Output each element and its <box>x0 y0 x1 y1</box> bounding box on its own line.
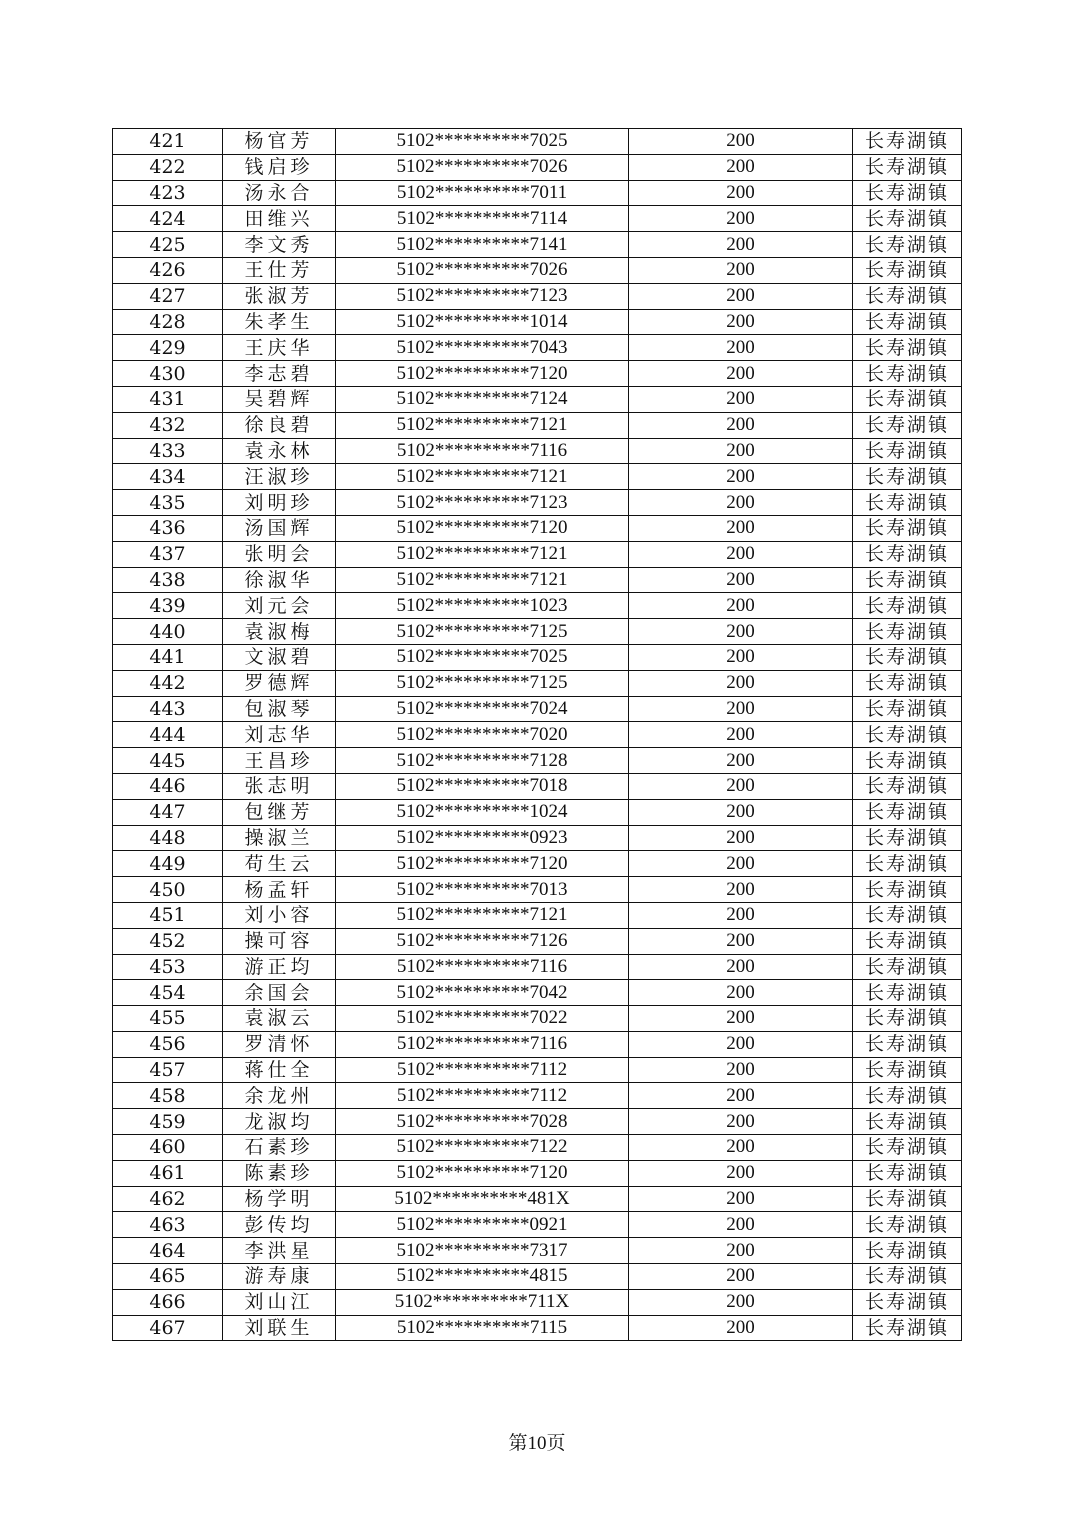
town-cell: 长寿湖镇 <box>853 1083 962 1109</box>
table-row <box>113 361 962 387</box>
table-row <box>113 1057 962 1083</box>
amount-cell: 200 <box>629 1135 853 1161</box>
town-cell: 长寿湖镇 <box>853 1289 962 1315</box>
person-name-cell: 田维兴 <box>223 206 336 232</box>
id-number-cell: 5102**********7112 <box>336 1057 629 1083</box>
person-name-cell: 石素珍 <box>223 1135 336 1161</box>
amount-cell: 200 <box>629 335 853 361</box>
row-number-cell: 443 <box>113 696 223 722</box>
id-number-cell: 5102**********7112 <box>336 1083 629 1109</box>
row-number-cell: 442 <box>113 670 223 696</box>
amount-cell: 200 <box>629 722 853 748</box>
person-name-cell: 李洪星 <box>223 1238 336 1264</box>
table-row <box>113 1289 962 1315</box>
id-number-cell: 5102**********7028 <box>336 1109 629 1135</box>
table-row <box>113 722 962 748</box>
id-number-cell: 5102**********4815 <box>336 1264 629 1290</box>
person-name-cell: 汪淑珍 <box>223 464 336 490</box>
town-cell: 长寿湖镇 <box>853 696 962 722</box>
table-row <box>113 1109 962 1135</box>
row-number-cell: 440 <box>113 619 223 645</box>
table-row <box>113 129 962 155</box>
town-cell: 长寿湖镇 <box>853 1160 962 1186</box>
table-row <box>113 902 962 928</box>
id-number-cell: 5102**********7120 <box>336 361 629 387</box>
person-name-cell: 陈素珍 <box>223 1160 336 1186</box>
town-cell: 长寿湖镇 <box>853 257 962 283</box>
row-number-cell: 447 <box>113 799 223 825</box>
town-cell: 长寿湖镇 <box>853 980 962 1006</box>
row-number-cell: 431 <box>113 386 223 412</box>
row-number-cell: 463 <box>113 1212 223 1238</box>
amount-cell: 200 <box>629 1289 853 1315</box>
town-cell: 长寿湖镇 <box>853 1238 962 1264</box>
row-number-cell: 455 <box>113 1006 223 1032</box>
table-row <box>113 464 962 490</box>
person-name-cell: 杨官芳 <box>223 129 336 155</box>
row-number-cell: 454 <box>113 980 223 1006</box>
id-number-cell: 5102**********1023 <box>336 593 629 619</box>
table-row <box>113 644 962 670</box>
amount-cell: 200 <box>629 670 853 696</box>
town-cell: 长寿湖镇 <box>853 928 962 954</box>
town-cell: 长寿湖镇 <box>853 1057 962 1083</box>
amount-cell: 200 <box>629 567 853 593</box>
table-body <box>113 129 962 1341</box>
town-cell: 长寿湖镇 <box>853 541 962 567</box>
row-number-cell: 457 <box>113 1057 223 1083</box>
id-number-cell: 5102**********7022 <box>336 1006 629 1032</box>
table-row <box>113 490 962 516</box>
person-name-cell: 吴碧辉 <box>223 386 336 412</box>
person-name-cell: 汤国辉 <box>223 515 336 541</box>
id-number-cell: 5102**********7122 <box>336 1135 629 1161</box>
town-cell: 长寿湖镇 <box>853 1212 962 1238</box>
amount-cell: 200 <box>629 180 853 206</box>
town-cell: 长寿湖镇 <box>853 619 962 645</box>
amount-cell: 200 <box>629 283 853 309</box>
row-number-cell: 428 <box>113 309 223 335</box>
row-number-cell: 429 <box>113 335 223 361</box>
town-cell: 长寿湖镇 <box>853 1264 962 1290</box>
person-name-cell: 包继芳 <box>223 799 336 825</box>
id-number-cell: 5102**********7121 <box>336 464 629 490</box>
id-number-cell: 5102**********7011 <box>336 180 629 206</box>
person-name-cell: 罗清怀 <box>223 1031 336 1057</box>
town-cell: 长寿湖镇 <box>853 361 962 387</box>
id-number-cell: 5102**********0923 <box>336 825 629 851</box>
town-cell: 长寿湖镇 <box>853 567 962 593</box>
amount-cell: 200 <box>629 1160 853 1186</box>
amount-cell: 200 <box>629 980 853 1006</box>
id-number-cell: 5102**********7121 <box>336 541 629 567</box>
table-row <box>113 412 962 438</box>
table-row <box>113 335 962 361</box>
person-name-cell: 杨孟轩 <box>223 877 336 903</box>
id-number-cell: 5102**********7026 <box>336 257 629 283</box>
town-cell: 长寿湖镇 <box>853 670 962 696</box>
amount-cell: 200 <box>629 386 853 412</box>
amount-cell: 200 <box>629 515 853 541</box>
person-name-cell: 袁淑云 <box>223 1006 336 1032</box>
town-cell: 长寿湖镇 <box>853 1109 962 1135</box>
person-name-cell: 龙淑均 <box>223 1109 336 1135</box>
id-number-cell: 5102**********7025 <box>336 644 629 670</box>
table-row <box>113 567 962 593</box>
row-number-cell: 433 <box>113 438 223 464</box>
row-number-cell: 453 <box>113 954 223 980</box>
amount-cell: 200 <box>629 696 853 722</box>
id-number-cell: 5102**********7120 <box>336 515 629 541</box>
person-name-cell: 张志明 <box>223 773 336 799</box>
id-number-cell: 5102**********711X <box>336 1289 629 1315</box>
table-row <box>113 1264 962 1290</box>
id-number-cell: 5102**********7123 <box>336 283 629 309</box>
id-number-cell: 5102**********7025 <box>336 129 629 155</box>
table-row <box>113 438 962 464</box>
town-cell: 长寿湖镇 <box>853 954 962 980</box>
person-name-cell: 李志碧 <box>223 361 336 387</box>
amount-cell: 200 <box>629 1212 853 1238</box>
town-cell: 长寿湖镇 <box>853 722 962 748</box>
town-cell: 长寿湖镇 <box>853 490 962 516</box>
town-cell: 长寿湖镇 <box>853 1315 962 1341</box>
town-cell: 长寿湖镇 <box>853 386 962 412</box>
town-cell: 长寿湖镇 <box>853 877 962 903</box>
amount-cell: 200 <box>629 1109 853 1135</box>
amount-cell: 200 <box>629 257 853 283</box>
town-cell: 长寿湖镇 <box>853 206 962 232</box>
row-number-cell: 465 <box>113 1264 223 1290</box>
table-row <box>113 309 962 335</box>
id-number-cell: 5102**********7116 <box>336 1031 629 1057</box>
table-row <box>113 180 962 206</box>
row-number-cell: 423 <box>113 180 223 206</box>
row-number-cell: 437 <box>113 541 223 567</box>
table-row <box>113 825 962 851</box>
person-name-cell: 彭传均 <box>223 1212 336 1238</box>
person-name-cell: 文淑碧 <box>223 644 336 670</box>
id-number-cell: 5102**********7125 <box>336 670 629 696</box>
row-number-cell: 438 <box>113 567 223 593</box>
table-row <box>113 954 962 980</box>
row-number-cell: 451 <box>113 902 223 928</box>
person-name-cell: 操淑兰 <box>223 825 336 851</box>
id-number-cell: 5102**********7128 <box>336 748 629 774</box>
row-number-cell: 424 <box>113 206 223 232</box>
table-row <box>113 1083 962 1109</box>
amount-cell: 200 <box>629 129 853 155</box>
id-number-cell: 5102**********7121 <box>336 412 629 438</box>
table-row <box>113 799 962 825</box>
row-number-cell: 460 <box>113 1135 223 1161</box>
row-number-cell: 456 <box>113 1031 223 1057</box>
town-cell: 长寿湖镇 <box>853 1031 962 1057</box>
person-name-cell: 蒋仕全 <box>223 1057 336 1083</box>
id-number-cell: 5102**********7125 <box>336 619 629 645</box>
amount-cell: 200 <box>629 412 853 438</box>
amount-cell: 200 <box>629 877 853 903</box>
amount-cell: 200 <box>629 748 853 774</box>
table-row <box>113 386 962 412</box>
amount-cell: 200 <box>629 825 853 851</box>
town-cell: 长寿湖镇 <box>853 232 962 258</box>
table-row <box>113 257 962 283</box>
table-row <box>113 1006 962 1032</box>
town-cell: 长寿湖镇 <box>853 748 962 774</box>
amount-cell: 200 <box>629 851 853 877</box>
table-row <box>113 1135 962 1161</box>
amount-cell: 200 <box>629 1315 853 1341</box>
person-name-cell: 刘志华 <box>223 722 336 748</box>
id-number-cell: 5102**********7013 <box>336 877 629 903</box>
amount-cell: 200 <box>629 1264 853 1290</box>
table-row <box>113 670 962 696</box>
id-number-cell: 5102**********7123 <box>336 490 629 516</box>
town-cell: 长寿湖镇 <box>853 515 962 541</box>
table-row <box>113 206 962 232</box>
id-number-cell: 5102**********481X <box>336 1186 629 1212</box>
id-number-cell: 5102**********0921 <box>336 1212 629 1238</box>
amount-cell: 200 <box>629 232 853 258</box>
id-number-cell: 5102**********7317 <box>336 1238 629 1264</box>
person-name-cell: 张淑芳 <box>223 283 336 309</box>
id-number-cell: 5102**********7115 <box>336 1315 629 1341</box>
amount-cell: 200 <box>629 799 853 825</box>
table-row <box>113 1212 962 1238</box>
person-name-cell: 王昌珍 <box>223 748 336 774</box>
amount-cell: 200 <box>629 154 853 180</box>
town-cell: 长寿湖镇 <box>853 438 962 464</box>
town-cell: 长寿湖镇 <box>853 154 962 180</box>
town-cell: 长寿湖镇 <box>853 180 962 206</box>
row-number-cell: 432 <box>113 412 223 438</box>
town-cell: 长寿湖镇 <box>853 335 962 361</box>
row-number-cell: 452 <box>113 928 223 954</box>
row-number-cell: 458 <box>113 1083 223 1109</box>
id-number-cell: 5102**********7120 <box>336 851 629 877</box>
row-number-cell: 427 <box>113 283 223 309</box>
amount-cell: 200 <box>629 490 853 516</box>
row-number-cell: 434 <box>113 464 223 490</box>
person-name-cell: 王庆华 <box>223 335 336 361</box>
town-cell: 长寿湖镇 <box>853 773 962 799</box>
amount-cell: 200 <box>629 1031 853 1057</box>
amount-cell: 200 <box>629 773 853 799</box>
person-name-cell: 罗德辉 <box>223 670 336 696</box>
person-name-cell: 余龙州 <box>223 1083 336 1109</box>
person-name-cell: 刘山江 <box>223 1289 336 1315</box>
person-name-cell: 苟生云 <box>223 851 336 877</box>
id-number-cell: 5102**********7121 <box>336 902 629 928</box>
town-cell: 长寿湖镇 <box>853 309 962 335</box>
person-name-cell: 徐良碧 <box>223 412 336 438</box>
page-number: 第10页 <box>508 1433 566 1454</box>
row-number-cell: 441 <box>113 644 223 670</box>
row-number-cell: 422 <box>113 154 223 180</box>
person-name-cell: 张明会 <box>223 541 336 567</box>
id-number-cell: 5102**********7018 <box>336 773 629 799</box>
amount-cell: 200 <box>629 1006 853 1032</box>
amount-cell: 200 <box>629 1057 853 1083</box>
row-number-cell: 445 <box>113 748 223 774</box>
person-name-cell: 朱孝生 <box>223 309 336 335</box>
person-name-cell: 袁永林 <box>223 438 336 464</box>
town-cell: 长寿湖镇 <box>853 1135 962 1161</box>
row-number-cell: 464 <box>113 1238 223 1264</box>
id-number-cell: 5102**********7116 <box>336 954 629 980</box>
id-number-cell: 5102**********1014 <box>336 309 629 335</box>
town-cell: 长寿湖镇 <box>853 1186 962 1212</box>
table-row <box>113 1238 962 1264</box>
row-number-cell: 421 <box>113 129 223 155</box>
person-name-cell: 游正均 <box>223 954 336 980</box>
person-name-cell: 刘联生 <box>223 1315 336 1341</box>
amount-cell: 200 <box>629 541 853 567</box>
town-cell: 长寿湖镇 <box>853 283 962 309</box>
town-cell: 长寿湖镇 <box>853 593 962 619</box>
amount-cell: 200 <box>629 361 853 387</box>
id-number-cell: 5102**********7024 <box>336 696 629 722</box>
person-name-cell: 游寿康 <box>223 1264 336 1290</box>
person-name-cell: 王仕芳 <box>223 257 336 283</box>
person-name-cell: 余国会 <box>223 980 336 1006</box>
table-row <box>113 283 962 309</box>
id-number-cell: 5102**********7020 <box>336 722 629 748</box>
town-cell: 长寿湖镇 <box>853 1006 962 1032</box>
amount-cell: 200 <box>629 464 853 490</box>
amount-cell: 200 <box>629 619 853 645</box>
town-cell: 长寿湖镇 <box>853 412 962 438</box>
id-number-cell: 5102**********7126 <box>336 928 629 954</box>
table-row <box>113 619 962 645</box>
id-number-cell: 5102**********7120 <box>336 1160 629 1186</box>
person-name-cell: 徐淑华 <box>223 567 336 593</box>
amount-cell: 200 <box>629 902 853 928</box>
person-name-cell: 钱启珍 <box>223 154 336 180</box>
amount-cell: 200 <box>629 644 853 670</box>
person-name-cell: 汤永合 <box>223 180 336 206</box>
row-number-cell: 430 <box>113 361 223 387</box>
table-row <box>113 1160 962 1186</box>
table-row <box>113 748 962 774</box>
id-number-cell: 5102**********7114 <box>336 206 629 232</box>
id-number-cell: 5102**********7043 <box>336 335 629 361</box>
town-cell: 长寿湖镇 <box>853 851 962 877</box>
amount-cell: 200 <box>629 438 853 464</box>
id-number-cell: 5102**********7121 <box>336 567 629 593</box>
person-name-cell: 刘小容 <box>223 902 336 928</box>
id-number-cell: 5102**********7042 <box>336 980 629 1006</box>
row-number-cell: 435 <box>113 490 223 516</box>
amount-cell: 200 <box>629 928 853 954</box>
amount-cell: 200 <box>629 593 853 619</box>
amount-cell: 200 <box>629 309 853 335</box>
id-number-cell: 5102**********7116 <box>336 438 629 464</box>
person-name-cell: 刘元会 <box>223 593 336 619</box>
row-number-cell: 461 <box>113 1160 223 1186</box>
person-name-cell: 刘明珍 <box>223 490 336 516</box>
row-number-cell: 426 <box>113 257 223 283</box>
table-row <box>113 1315 962 1341</box>
amount-cell: 200 <box>629 1083 853 1109</box>
town-cell: 长寿湖镇 <box>853 129 962 155</box>
amount-cell: 200 <box>629 1238 853 1264</box>
person-name-cell: 袁淑梅 <box>223 619 336 645</box>
row-number-cell: 444 <box>113 722 223 748</box>
person-name-cell: 操可容 <box>223 928 336 954</box>
record-table <box>112 128 962 1341</box>
table-row <box>113 877 962 903</box>
row-number-cell: 439 <box>113 593 223 619</box>
town-cell: 长寿湖镇 <box>853 644 962 670</box>
row-number-cell: 462 <box>113 1186 223 1212</box>
table-row <box>113 696 962 722</box>
row-number-cell: 448 <box>113 825 223 851</box>
amount-cell: 200 <box>629 954 853 980</box>
town-cell: 长寿湖镇 <box>853 902 962 928</box>
table-row <box>113 1031 962 1057</box>
id-number-cell: 5102**********7124 <box>336 386 629 412</box>
table-row <box>113 232 962 258</box>
town-cell: 长寿湖镇 <box>853 825 962 851</box>
row-number-cell: 425 <box>113 232 223 258</box>
id-number-cell: 5102**********7141 <box>336 232 629 258</box>
row-number-cell: 436 <box>113 515 223 541</box>
table-row <box>113 851 962 877</box>
table-row <box>113 515 962 541</box>
row-number-cell: 446 <box>113 773 223 799</box>
table-row <box>113 154 962 180</box>
row-number-cell: 467 <box>113 1315 223 1341</box>
town-cell: 长寿湖镇 <box>853 799 962 825</box>
person-name-cell: 杨学明 <box>223 1186 336 1212</box>
row-number-cell: 449 <box>113 851 223 877</box>
row-number-cell: 450 <box>113 877 223 903</box>
table-row <box>113 928 962 954</box>
amount-cell: 200 <box>629 1186 853 1212</box>
id-number-cell: 5102**********1024 <box>336 799 629 825</box>
row-number-cell: 459 <box>113 1109 223 1135</box>
table-row <box>113 773 962 799</box>
person-name-cell: 李文秀 <box>223 232 336 258</box>
table-row <box>113 980 962 1006</box>
amount-cell: 200 <box>629 206 853 232</box>
table-row <box>113 541 962 567</box>
id-number-cell: 5102**********7026 <box>336 154 629 180</box>
table-row <box>113 1186 962 1212</box>
town-cell: 长寿湖镇 <box>853 464 962 490</box>
row-number-cell: 466 <box>113 1289 223 1315</box>
person-name-cell: 包淑琴 <box>223 696 336 722</box>
table-row <box>113 593 962 619</box>
